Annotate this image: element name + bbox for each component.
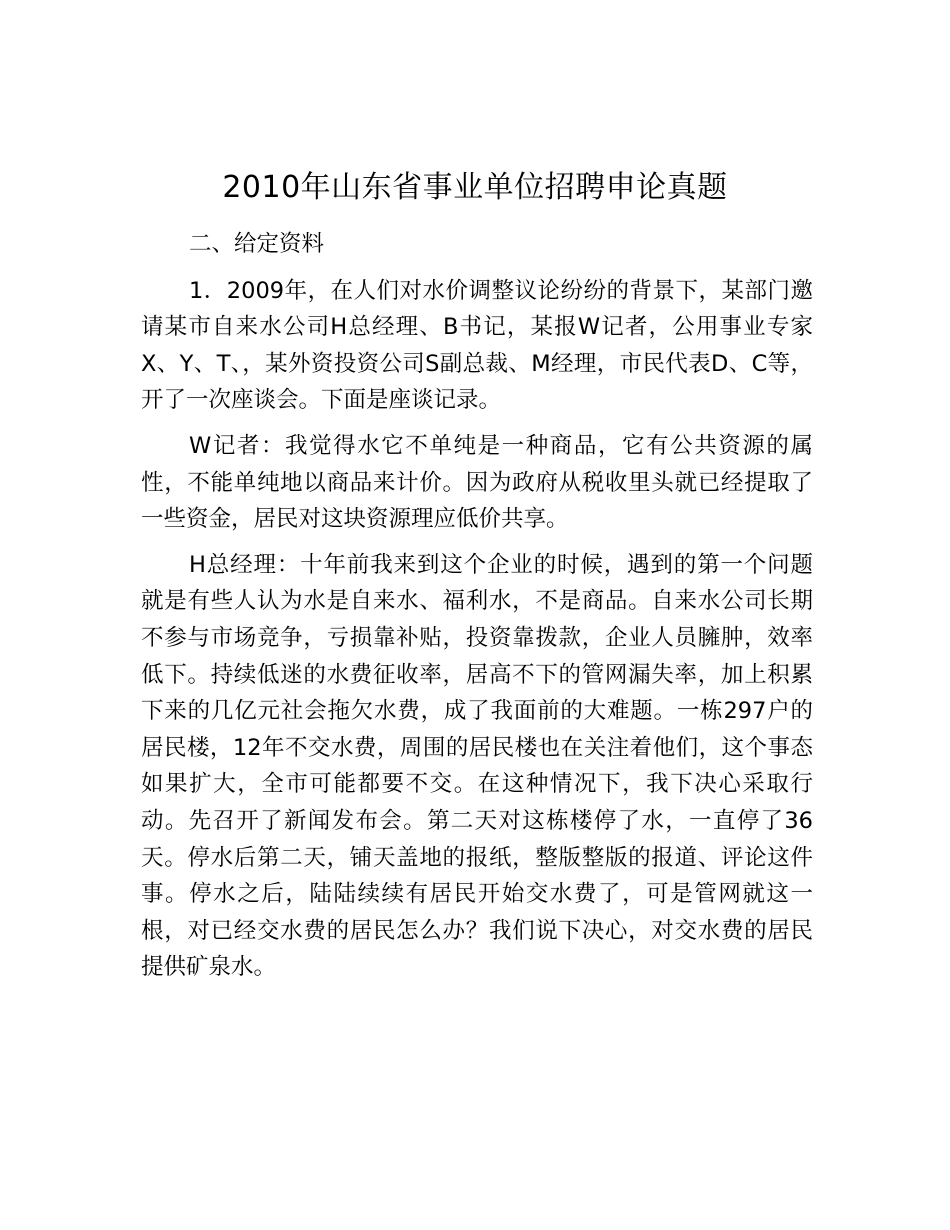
paragraph-h-manager: H总经理：十年前我来到这个企业的时候，遇到的第一个问题就是有些人认为水是自来水、福利水，不是商品。自来水公司长期不参与市场竞争，亏损靠补贴，投资靠拨款，企业人员臃肿，效率低下。持续低迷的水费征收率，居高不下的管网漏失率，加上积累下来的几亿元社会拖欠水费，成了我面前的大难题。一栋297户的居民楼，12年不交水费，周围的居民楼也在关注着他们，这个事态如果扩大，全市可能都要不交。在这种情况下，我下决心采取行动。先召开了新闻发布会。第二天对这栋楼停了水，一直停了36天。停水后第二天，铺天盖地的报纸，整版整版的报道、评论这件事。停水之后，陆陆续续有居民开始交水费了，可是管网就这一根，对已经交水费的居民怎么办？我们说下决心，对交水费的居民提供矿泉水。 bbox=[141, 551, 813, 981]
paragraph-intro: 1．2009年，在人们对水价调整议论纷纷的背景下，某部门邀请某市自来水公司H总经理、B书记，某报W记者，公用事业专家X、Y、T、，某外资投资公司S副总裁、M经理，市民代表D、C等，开了一次座谈会。下面是座谈记录。 bbox=[141, 277, 813, 414]
document-body bbox=[141, 226, 813, 995]
document-title: 2010年山东省事业单位招聘申论真题 bbox=[222, 170, 728, 205]
paragraph-w-reporter: W记者：我觉得水它不单纯是一种商品，它有公共资源的属性，不能单纯地以商品来计价。因为政府从税收里头就已经提取了一些资金，居民对这块资源理应低价共享。 bbox=[141, 432, 813, 533]
section-heading: 二、给定资料 bbox=[189, 231, 325, 257]
